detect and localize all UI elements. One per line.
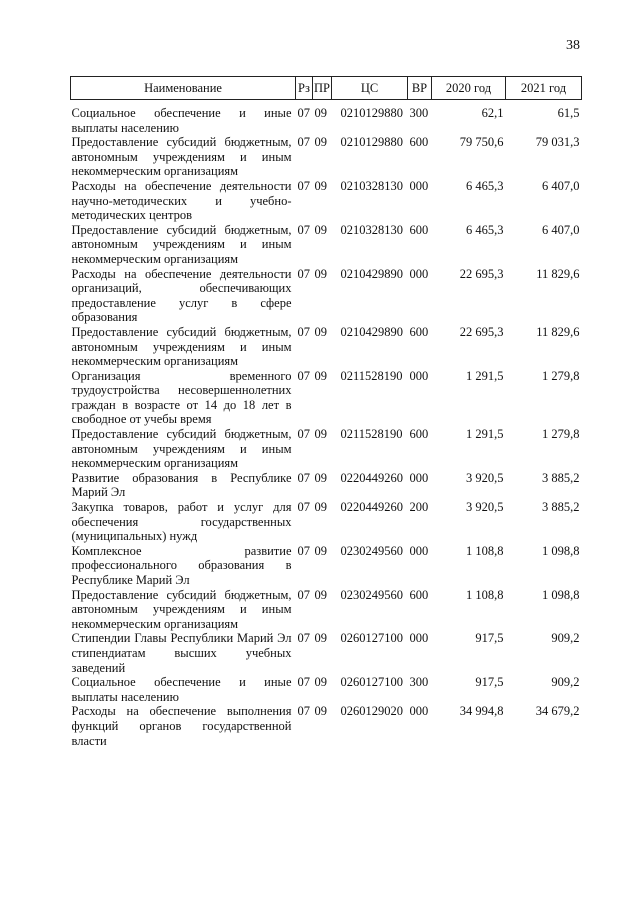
table-row [71,471,582,500]
row-amount-2020: 79 750,6 [459,135,504,150]
row-amount-2020: 22 695,3 [459,324,504,339]
table-row [71,369,582,427]
row-amount-2021: 79 031,3 [535,135,580,150]
table-row [71,179,582,223]
row-amount-2021: 6 407,0 [542,178,580,193]
row-rz: 07 [297,222,310,237]
row-amount-2020: 6 465,3 [466,222,504,237]
row-cs: 0210129880 [340,106,403,120]
row-pr: 09 [314,470,327,485]
row-name: Стипендии Главы Республики Марий Эл стипендиатам высших учебных заведений [71,631,292,675]
page-number: 38 [566,38,580,53]
row-name: Закупка товаров, работ и услуг для обеспечения государственных (муниципальных) нужд [71,500,292,544]
row-pr: 09 [314,704,327,719]
row-vr: 000 [409,631,429,646]
row-vr: 000 [409,178,429,193]
row-rz: 07 [297,324,310,339]
row-rz: 07 [297,543,310,558]
table-row [71,675,582,704]
row-name: Расходы на обеспечение деятельности научно-методических и учебно-методических центров [71,178,292,223]
table-header [71,77,582,100]
table-row [71,135,582,179]
table-row [71,325,582,369]
row-amount-2020: 3 920,5 [466,470,504,485]
row-amount-2020: 3 920,5 [466,500,504,515]
table-row [71,588,582,632]
row-cs: 0210328130 [340,222,403,237]
row-cs: 0210328130 [340,178,403,193]
row-name: Расходы на обеспечение выполнения функций органов государственной власти [71,704,292,748]
row-cs: 0230249560 [340,587,403,602]
row-amount-2021: 11 829,6 [536,266,580,281]
row-amount-2020: 1 291,5 [466,427,504,442]
table-row [71,631,582,675]
row-pr: 09 [314,178,327,193]
row-pr: 09 [314,324,327,339]
row-rz: 07 [297,178,310,193]
header-year-2020: 2020 год [432,77,506,100]
row-rz: 07 [297,704,310,719]
row-amount-2021: 3 885,2 [542,500,580,515]
row-vr: 600 [409,587,429,602]
table-row [71,704,582,748]
row-amount-2020: 1 108,8 [466,587,504,602]
row-name: Расходы на обеспечение деятельности организаций, обеспечивающих предоставление услуг в сфере образования [71,266,292,325]
header-cs: ЦС [332,77,408,100]
row-name: Предоставление субсидий бюджетным, автономным учреждениям и иным некоммерческим организациям [71,427,292,471]
row-vr: 200 [409,500,429,515]
row-vr: 000 [409,266,429,281]
row-name: Организация временного трудоустройства несовершеннолетних граждан в возрасте от 14 до 18 лет в свободное от учебы время [71,368,292,427]
row-pr: 09 [314,543,327,558]
row-name: Комплексное развитие профессионального образования в Республике Марий Эл [71,543,292,587]
row-name: Предоставление субсидий бюджетным, автономным учреждениям и иным некоммерческим организациям [71,135,292,179]
row-cs: 0211528190 [340,427,403,442]
row-amount-2020: 1 291,5 [466,368,504,383]
row-name: Предоставление субсидий бюджетным, автономным учреждениям и иным некоммерческим организациям [71,587,292,631]
row-amount-2021: 61,5 [557,106,580,120]
row-vr: 600 [409,427,429,442]
row-amount-2020: 34 994,8 [459,704,504,719]
budget-table [70,76,582,748]
row-amount-2020: 62,1 [481,106,504,120]
row-amount-2021: 6 407,0 [542,222,580,237]
row-vr: 000 [409,470,429,485]
row-rz: 07 [297,427,310,442]
row-vr: 600 [409,324,429,339]
row-amount-2021: 1 098,8 [542,543,580,558]
row-vr: 000 [409,704,429,719]
row-pr: 09 [314,427,327,442]
row-amount-2021: 1 098,8 [542,587,580,602]
row-pr: 09 [314,500,327,515]
header-year-2021: 2021 год [506,77,582,100]
table-row [71,427,582,471]
row-pr: 09 [314,222,327,237]
row-cs: 0211528190 [340,368,403,383]
row-pr: 09 [314,135,327,150]
row-pr: 09 [314,266,327,281]
row-amount-2021: 1 279,8 [542,368,580,383]
row-cs: 0220449260 [340,500,403,515]
row-amount-2021: 1 279,8 [542,427,580,442]
row-pr: 09 [314,587,327,602]
row-cs: 0260129020 [340,704,403,719]
table-row [71,267,582,325]
row-cs: 0210129880 [340,135,403,150]
row-name: Социальное обеспечение и иные выплаты населению [71,675,292,704]
row-name: Социальное обеспечение и иные выплаты населению [71,106,292,135]
row-pr: 09 [314,368,327,383]
row-amount-2020: 1 108,8 [466,543,504,558]
row-cs: 0210429890 [340,266,403,281]
row-cs: 0260127100 [340,631,403,646]
row-rz: 07 [297,675,310,690]
header-vr: ВР [408,77,432,100]
row-pr: 09 [314,675,327,690]
header-name: Наименование [71,77,296,100]
row-rz: 07 [297,135,310,150]
row-name: Развитие образования в Республике Марий Эл [71,470,292,500]
row-amount-2021: 909,2 [551,675,580,690]
row-cs: 0260127100 [340,675,403,690]
row-rz: 07 [297,631,310,646]
row-name: Предоставление субсидий бюджетным, автономным учреждениям и иным некоммерческим организациям [71,222,292,266]
table-row [71,544,582,588]
row-rz: 07 [297,500,310,515]
row-cs: 0230249560 [340,543,403,558]
row-amount-2021: 11 829,6 [536,324,580,339]
row-name: Предоставление субсидий бюджетным, автономным учреждениям и иным некоммерческим организациям [71,324,292,369]
row-rz: 07 [297,470,310,485]
table-row [71,223,582,267]
row-vr: 600 [409,222,429,237]
row-rz: 07 [297,587,310,602]
row-amount-2021: 909,2 [551,631,580,646]
row-amount-2020: 6 465,3 [466,178,504,193]
row-pr: 09 [314,631,327,646]
table-row [71,100,582,136]
row-amount-2021: 34 679,2 [535,704,580,719]
header-pr: ПР [313,77,332,100]
row-rz: 07 [297,106,310,120]
row-vr: 300 [409,106,429,120]
table-row [71,500,582,544]
row-amount-2020: 917,5 [475,675,504,690]
table-body [71,100,582,749]
row-amount-2020: 917,5 [475,631,504,646]
row-vr: 000 [409,543,429,558]
row-cs: 0220449260 [340,470,403,485]
row-rz: 07 [297,266,310,281]
row-vr: 000 [409,368,429,383]
header-rz: Рз [296,77,313,100]
row-vr: 300 [409,675,429,690]
row-amount-2020: 22 695,3 [459,266,504,281]
row-pr: 09 [314,106,327,120]
row-amount-2021: 3 885,2 [542,470,580,485]
row-cs: 0210429890 [340,324,403,339]
row-vr: 600 [409,135,429,150]
row-rz: 07 [297,368,310,383]
